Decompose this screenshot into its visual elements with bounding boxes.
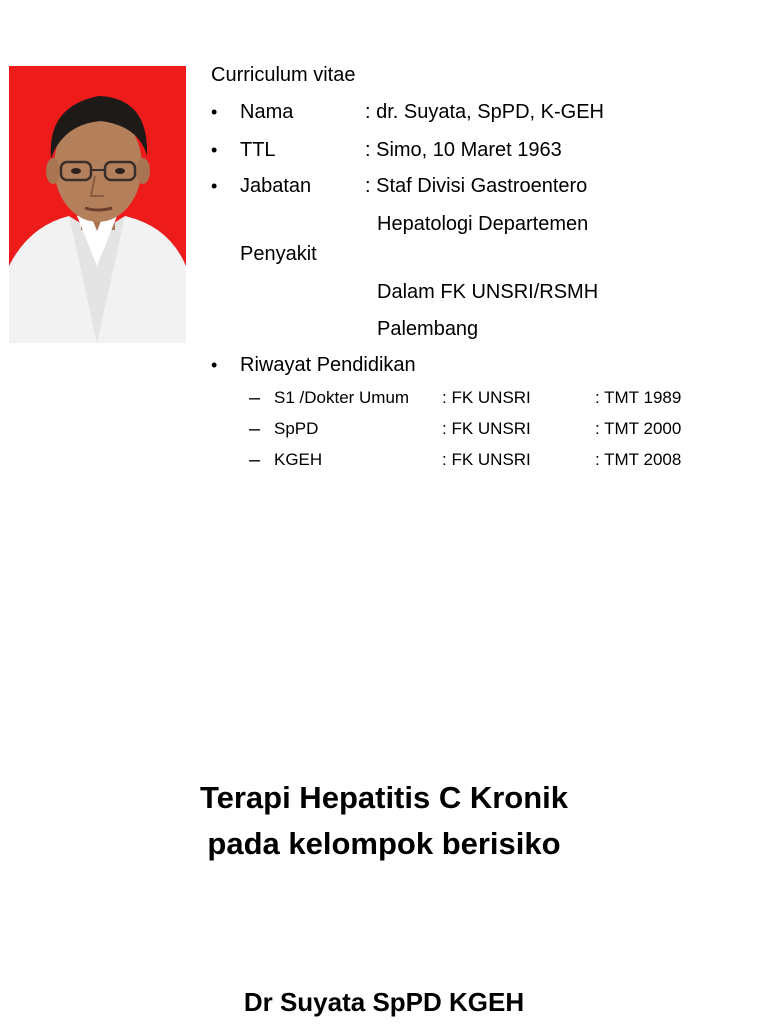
edu-institution: : FK UNSRI xyxy=(442,450,531,469)
jabatan-line-5: Palembang xyxy=(377,318,479,340)
label-nama: Nama xyxy=(240,101,294,123)
bullet-icon: • xyxy=(211,102,218,122)
jabatan-line-3: Penyakit xyxy=(240,243,317,265)
edu-institution: : FK UNSRI xyxy=(442,419,531,438)
edu-degree: KGEH xyxy=(274,450,323,469)
edu-degree: SpPD xyxy=(274,419,319,438)
label-ttl: TTL xyxy=(240,139,276,161)
curriculum-vitae xyxy=(0,0,768,480)
bullet-icon: • xyxy=(211,355,218,375)
edu-institution: : FK UNSRI xyxy=(442,388,531,407)
presentation-title-line-1: Terapi Hepatitis C Kronik xyxy=(199,780,569,815)
edu-tmt: : TMT 1989 xyxy=(595,388,682,407)
value-nama: : dr. Suyata, SpPD, K-GEH xyxy=(365,101,604,123)
edu-tmt: : TMT 2008 xyxy=(595,450,682,469)
dash-icon: – xyxy=(249,418,261,440)
jabatan-line-2: Hepatologi Departemen xyxy=(377,213,589,235)
label-jabatan: Jabatan xyxy=(240,175,312,197)
dash-icon: – xyxy=(249,449,261,471)
label-pendidikan: Riwayat Pendidikan xyxy=(240,354,416,376)
bullet-icon: • xyxy=(211,176,218,196)
presentation-title-line-2: pada kelompok berisiko xyxy=(207,826,561,861)
bullet-icon: • xyxy=(211,140,218,160)
edu-degree: S1 /Dokter Umum xyxy=(274,388,410,407)
cv-heading: Curriculum vitae xyxy=(211,64,356,86)
value-jabatan: : Staf Divisi Gastroentero xyxy=(365,175,588,197)
author-name: Dr Suyata SpPD KGEH xyxy=(243,987,525,1017)
dash-icon: – xyxy=(249,387,261,409)
edu-tmt: : TMT 2000 xyxy=(595,419,682,438)
jabatan-line-4: Dalam FK UNSRI/RSMH xyxy=(377,281,599,303)
value-ttl: : Simo, 10 Maret 1963 xyxy=(365,139,562,161)
